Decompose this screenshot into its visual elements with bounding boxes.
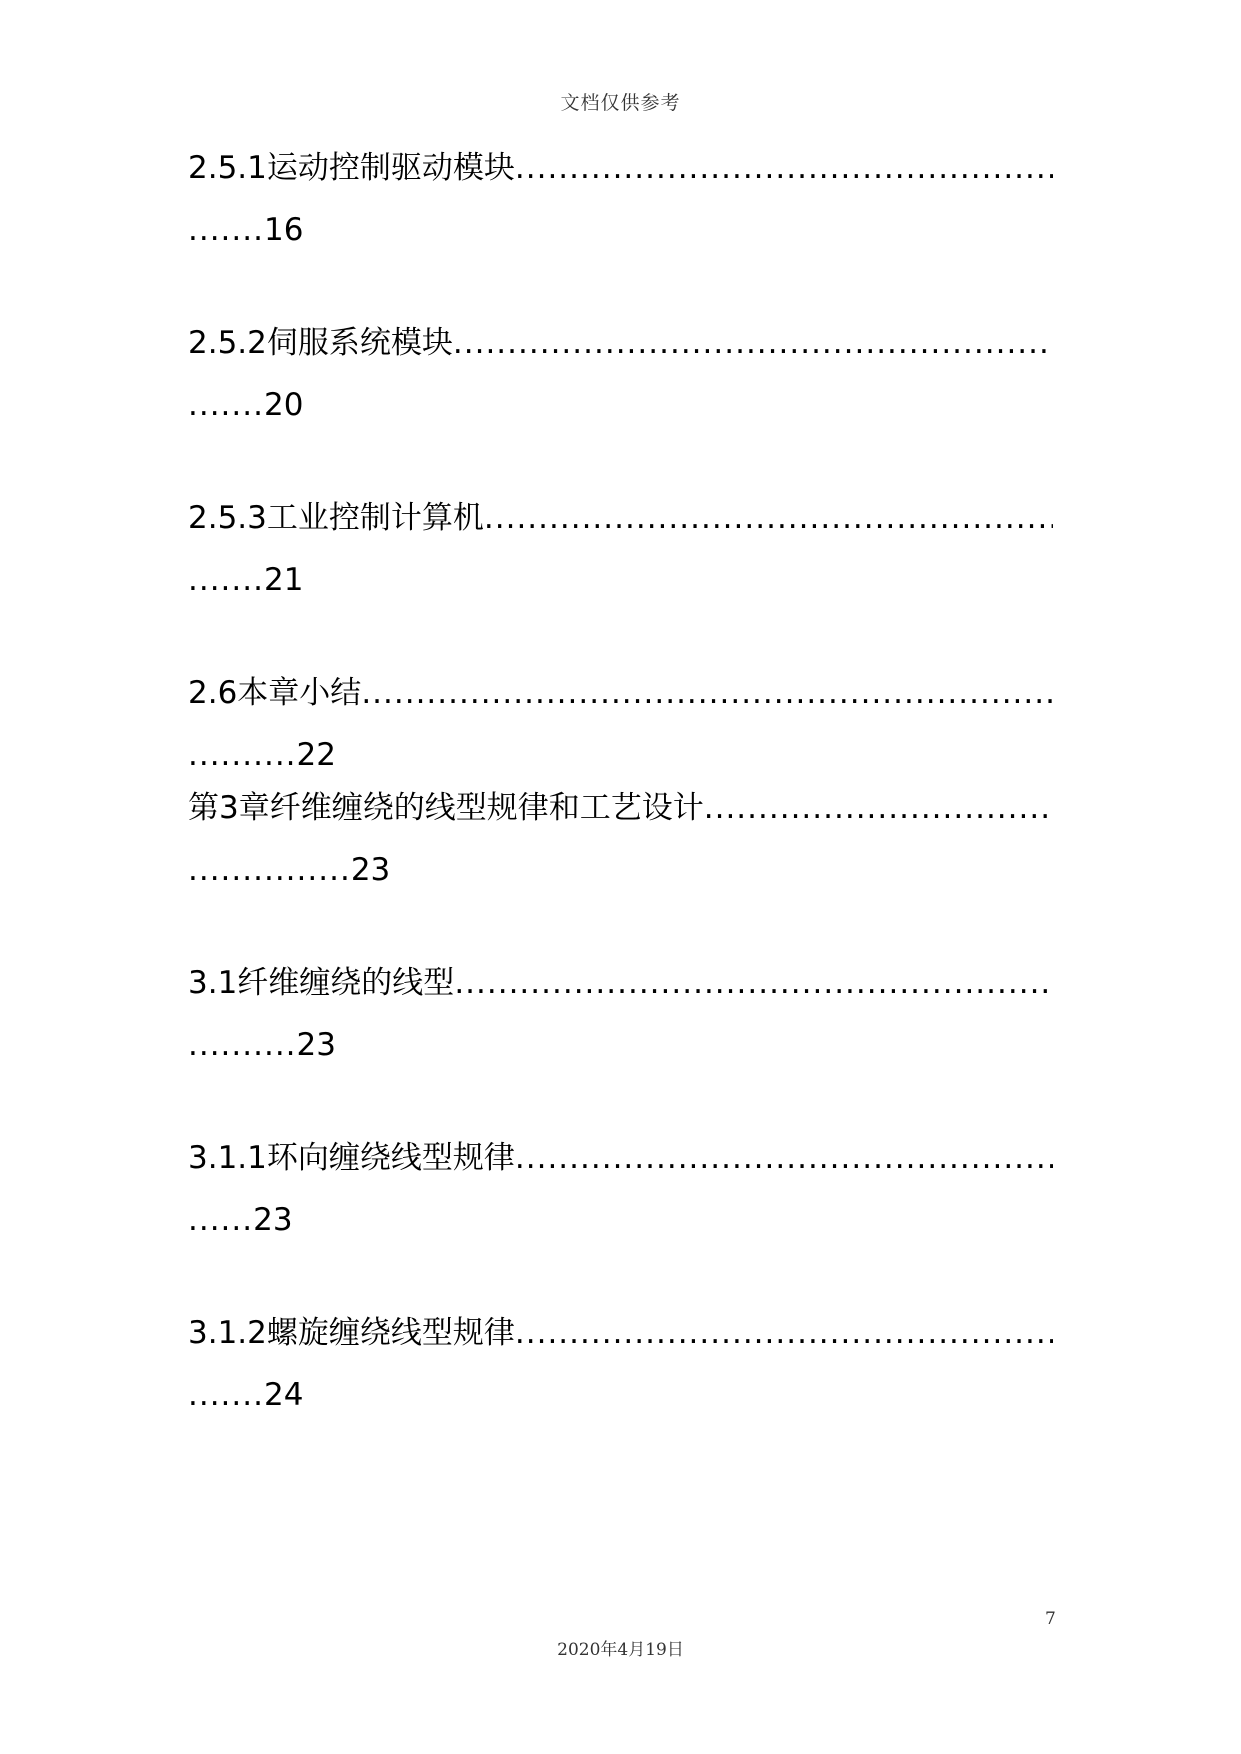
header-note: 文档仅供参考 [560, 92, 681, 114]
toc-page-number: 23 [296, 1027, 336, 1063]
toc-entry[interactable] [188, 498, 1053, 600]
toc-entry[interactable] [188, 1138, 1053, 1240]
toc-leader-dots-continued: ....... [188, 562, 264, 598]
toc-entry-title: 2.5.2伺服系统模块 [188, 325, 453, 361]
toc-entry-title: 2.5.1运动控制驱动模块 [188, 150, 515, 186]
toc-leader-dots-continued: ............... [188, 852, 351, 888]
toc-entry-title: 3.1.2螺旋缠绕线型规律 [188, 1315, 515, 1351]
toc-page-number: 22 [296, 737, 336, 773]
toc-leader-dots [484, 498, 1053, 538]
toc-leader-dots [515, 1138, 1053, 1178]
toc-entry-title: 第3章纤维缠绕的线型规律和工艺设计 [188, 790, 704, 826]
footer-date: 2020年4月19日 [557, 1640, 684, 1660]
toc-leader-dots-continued: ....... [188, 387, 264, 423]
toc-entry[interactable] [188, 788, 1053, 890]
page-number: 7 [1045, 1609, 1056, 1629]
toc-leader-dots-continued: ....... [188, 1377, 264, 1413]
toc-leader-dots [361, 673, 1053, 713]
toc-entry[interactable] [188, 673, 1053, 775]
toc-entry[interactable] [188, 148, 1053, 250]
toc-entry[interactable] [188, 323, 1053, 425]
toc-page-number: 23 [253, 1202, 293, 1238]
toc-entry-title: 2.5.3工业控制计算机 [188, 500, 484, 536]
toc-entry-title: 3.1.1环向缠绕线型规律 [188, 1140, 515, 1176]
toc-page-number: 24 [263, 1377, 304, 1413]
toc-leader-dots-continued: ...... [188, 1202, 254, 1238]
toc-entry[interactable] [188, 1313, 1053, 1415]
toc-leader-dots [515, 148, 1053, 188]
toc-leader-dots [704, 788, 1053, 828]
toc-entry-title: 3.1纤维缠绕的线型 [188, 965, 455, 1001]
toc-page-number: 20 [263, 387, 304, 423]
toc-entry[interactable] [188, 963, 1053, 1065]
toc-entry-title: 2.6本章小结 [188, 675, 362, 711]
toc-leader-dots [515, 1313, 1053, 1353]
toc-page-number: 16 [263, 212, 304, 248]
toc-leader-dots-continued: ....... [188, 212, 264, 248]
toc-page-number: 23 [350, 852, 391, 888]
toc-page-number: 21 [263, 562, 304, 598]
toc-leader-dots-continued: .......... [188, 1027, 297, 1063]
toc-leader-dots [454, 963, 1053, 1003]
toc-leader-dots-continued: .......... [188, 737, 297, 773]
toc-leader-dots [453, 323, 1053, 363]
